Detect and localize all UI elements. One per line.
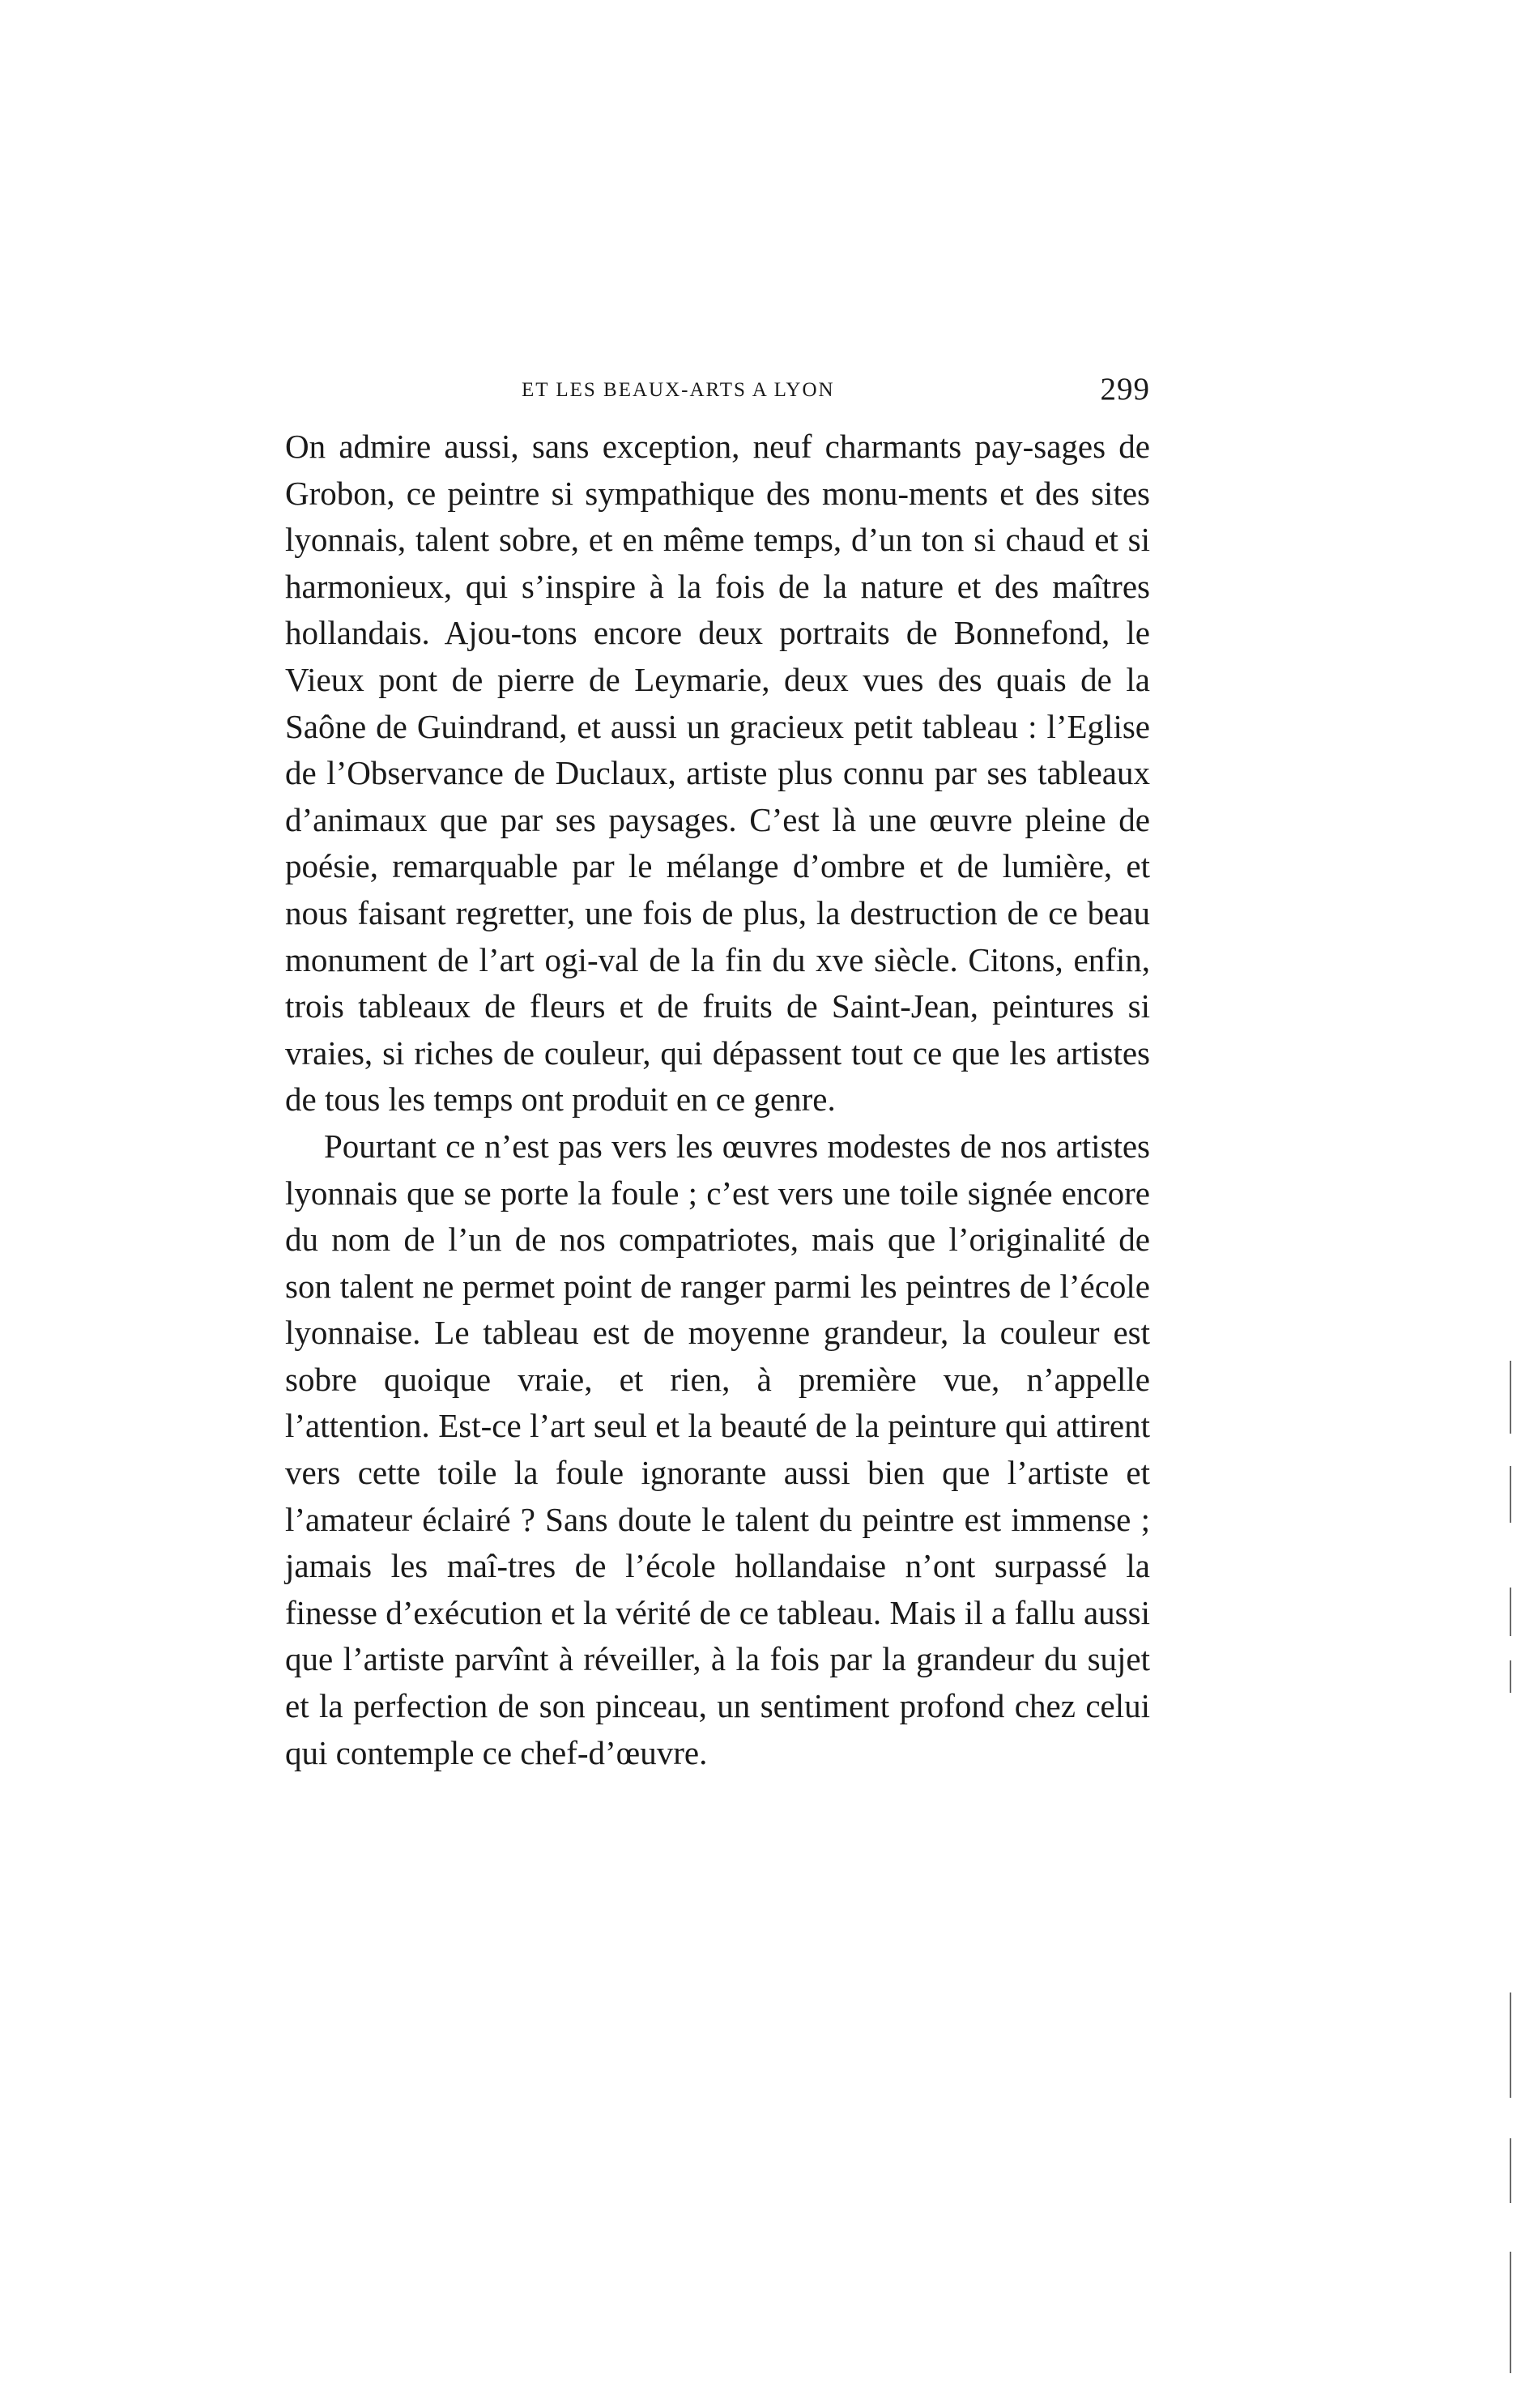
scan-margin-line (1510, 1466, 1511, 1523)
scan-margin-line (1510, 1660, 1511, 1693)
scan-margin-line (1510, 1361, 1511, 1434)
running-header (285, 371, 1150, 420)
running-title: ET LES BEAUX-ARTS A LYON (522, 379, 835, 401)
scan-margin-line (1510, 2138, 1511, 2203)
body-text (285, 424, 1150, 1776)
scan-margin-line (1510, 1588, 1511, 1636)
paragraph-2: Pourtant ce n’est pas vers les œuvres modestes de nos artistes lyonnais que se porte la foule ; c’est vers une toile signée encore du nom de l’un de nos compatriotes, mais que l’originalité de son talent ne permet point de ranger parmi les peintres de l’école lyonnaise. Le tableau est de moyenne grandeur, la couleur est sobre quoique vraie, et rien, à première vue, n’appelle l’attention. Est-ce l’art seul et la beauté de la peinture qui attirent vers cette toile la foule ignorante aussi bien que l’artiste et l’amateur éclairé ? Sans doute le talent du peintre est immense ; jamais les maî-tres de l’école hollandaise n’ont surpassé la finesse d’exécution et la vérité de ce tableau. Mais il a fallu aussi que l’artiste parvînt à réveiller, à la fois par la grandeur du sujet et la perfection de son pinceau, un sentiment profond chez celui qui contemple ce chef-d’œuvre. (285, 1127, 1150, 1771)
paragraph-1: On admire aussi, sans exception, neuf charmants pay-sages de Grobon, ce peintre si sympathique des monu-ments et des sites lyonnais, talent sobre, et en même temps, d’un ton si chaud et si harmonieux, qui s’inspire à la fois de la nature et des maîtres hollandais. Ajou-tons encore deux portraits de Bonnefond, le Vieux pont de pierre de Leymarie, deux vues des quais de la Saône de Guindrand, et aussi un gracieux petit tableau : l’Eglise de l’Observance de Duclaux, artiste plus connu par ses tableaux d’animaux que par ses paysages. C’est là une œuvre pleine de poésie, remarquable par le mélange d’ombre et de lumière, et nous faisant regretter, une fois de plus, la destruction de ce beau monument de l’art ogi-val de la fin du xve siècle. Citons, enfin, trois tableaux de fleurs et de fruits de Saint-Jean, peintures si vraies, si riches de couleur, qui dépassent tout ce que les artistes de tous les temps ont produit en ce genre. (285, 428, 1150, 1119)
page-number: 299 (1100, 372, 1150, 407)
scan-margin-line (1510, 2252, 1511, 2373)
scan-margin-line (1510, 1992, 1511, 2098)
